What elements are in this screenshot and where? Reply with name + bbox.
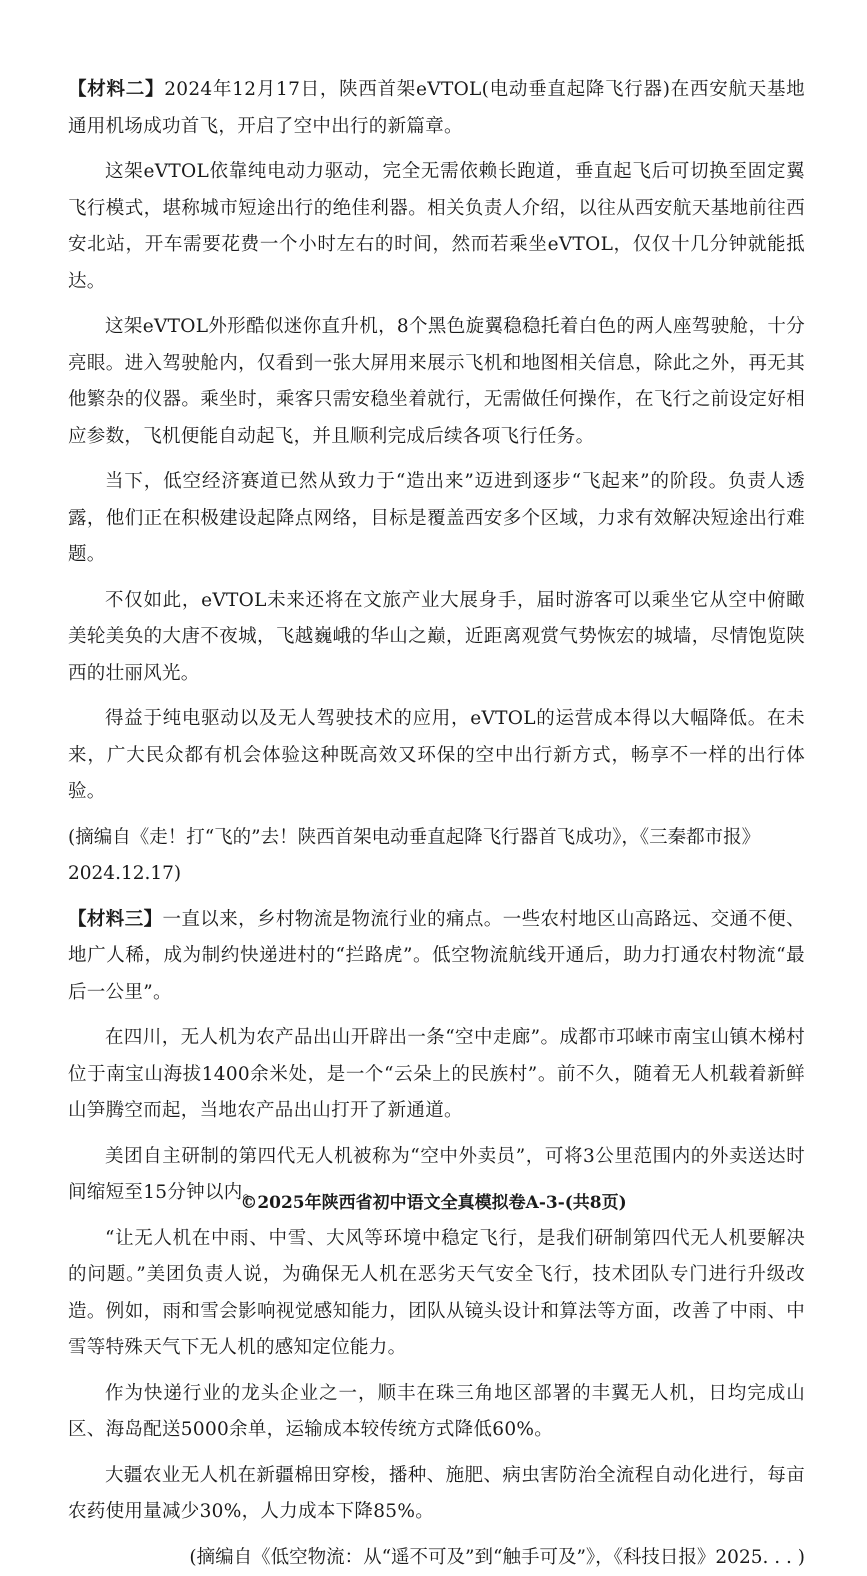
material2-source: (摘编自《走！打“飞的”去！陕西首架电动垂直起降飞行器首飞成功》，《三秦都市报》2024.12.17) — [68, 820, 805, 893]
material2-para-5: 不仅如此，eVTOL未来还将在文旅产业大展身手，届时游客可以乘坐它从空中俯瞰美轮美奂的大唐不夜城，飞越巍峨的华山之巅，近距离观赏气势恢宏的城墙，尽情饱览陕西的壮丽风光。 — [68, 583, 805, 693]
material3-para-5: 作为快递行业的龙头企业之一，顺丰在珠三角地区部署的丰翼无人机，日均完成山区、海岛配送5000余单，运输成本较传统方式降低60%。 — [68, 1376, 805, 1449]
material2-para-3: 这架eVTOL外形酷似迷你直升机，8个黑色旋翼稳稳托着白色的两人座驾驶舱，十分亮眼。进入驾驶舱内，仅看到一张大屏用来展示飞机和地图相关信息，除此之外，再无其他繁杂的仪器。乘坐时，乘客只需安稳坐着就行，无需做任何操作，在飞行之前设定好相应参数，飞机便能自动起飞，并且顺利完成后续各项飞行任务。 — [68, 309, 805, 455]
material3-source: (摘编自《低空物流：从“遥不可及”到“触手可及”》，《科技日报》2025. . . ) — [68, 1540, 805, 1576]
material2-tag: 【材料二】 — [68, 79, 164, 100]
material3-para-1-text: 一直以来，乡村物流是物流行业的痛点。一些农村地区山高路远、交通不便、地广人稀，成为制约快递进村的“拦路虎”。低空物流航线开通后，助力打通农村物流“最后一公里”。 — [68, 909, 805, 1003]
material3-para-3: 美团自主研制的第四代无人机被称为“空中外卖员”，可将3公里范围内的外卖送达时间缩短至15分钟以内。 — [68, 1139, 805, 1212]
material3-para-1 — [68, 902, 805, 1012]
material2-para-1-text: 2024年12月17日，陕西首架eVTOL(电动垂直起降飞行器)在西安航天基地通用机场成功首飞，开启了空中出行的新篇章。 — [68, 79, 805, 137]
material2-para-4: 当下，低空经济赛道已然从致力于“造出来”迈进到逐步“飞起来”的阶段。负责人透露，他们正在积极建设起降点网络，目标是覆盖西安多个区域，力求有效解决短途出行难题。 — [68, 464, 805, 574]
page-footer: ©2025年陕西省初中语文全真模拟卷A-3-(共8页) — [0, 1191, 867, 1215]
material2-para-6: 得益于纯电驱动以及无人驾驶技术的应用，eVTOL的运营成本得以大幅降低。在未来，广大民众都有机会体验这种既高效又环保的空中出行新方式，畅享不一样的出行体验。 — [68, 701, 805, 811]
material3-para-2: 在四川，无人机为农产品出山开辟出一条“空中走廊”。成都市邛崃市南宝山镇木梯村位于南宝山海拔1400余米处，是一个“云朵上的民族村”。前不久，随着无人机载着新鲜山笋腾空而起，当地农产品出山打开了新通道。 — [68, 1020, 805, 1130]
material3-para-4: “让无人机在中雨、中雪、大风等环境中稳定飞行，是我们研制第四代无人机要解决的问题。”美团负责人说，为确保无人机在恶劣天气安全飞行，技术团队专门进行升级改造。例如，雨和雪会影响视觉感知能力，团队从镜头设计和算法等方面，改善了中雨、中雪等特殊天气下无人机的感知定位能力。 — [68, 1221, 805, 1367]
material2-para-2: 这架eVTOL依靠纯电动力驱动，完全无需依赖长跑道，垂直起飞后可切换至固定翼飞行模式，堪称城市短途出行的绝佳利器。相关负责人介绍，以往从西安航天基地前往西安北站，开车需要花费一个小时左右的时间，然而若乘坐eVTOL，仅仅十几分钟就能抵达。 — [68, 154, 805, 300]
material3-para-6: 大疆农业无人机在新疆棉田穿梭，播种、施肥、病虫害防治全流程自动化进行，每亩农药使用量减少30%，人力成本下降85%。 — [68, 1458, 805, 1531]
material2-para-1 — [68, 72, 805, 145]
material3-tag: 【材料三】 — [68, 909, 163, 930]
